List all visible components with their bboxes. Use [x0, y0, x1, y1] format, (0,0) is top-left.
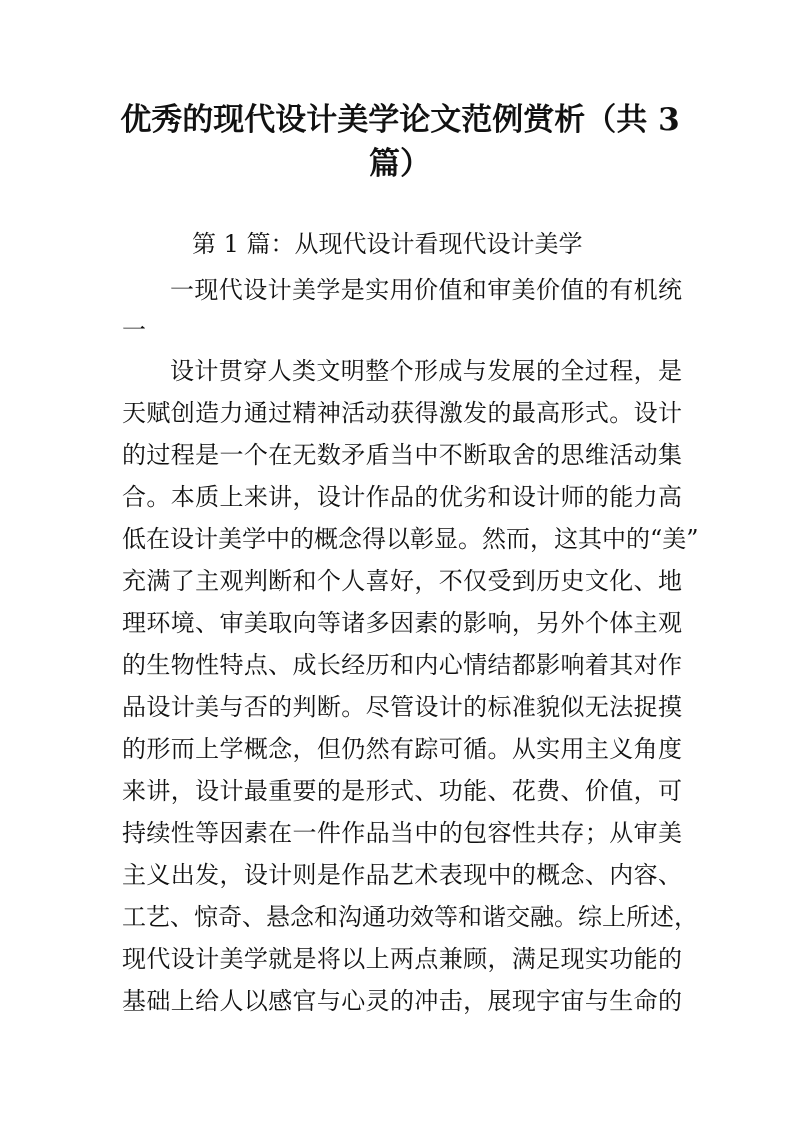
body-line: 的生物性特点、成长经历和内心情结都影响着其对作	[122, 651, 682, 679]
body-line: 工艺、惊奇、悬念和沟通功效等和谐交融。综上所述，	[122, 903, 698, 931]
body-line: 品设计美与否的判断。尽管设计的标准貌似无法捉摸	[122, 693, 682, 721]
body-line: 理环境、审美取向等诸多因素的影响，另外个体主观	[122, 609, 682, 637]
body-line: 设计贯穿人类文明整个形成与发展的全过程，是	[170, 357, 682, 385]
body-line: 的过程是一个在无数矛盾当中不断取舍的思维活动集	[122, 441, 682, 469]
body-line: 基础上给人以感官与心灵的冲击，展现宇宙与生命的	[122, 987, 682, 1015]
body-line: 现代设计美学就是将以上两点兼顾，满足现实功能的	[122, 945, 682, 973]
body-line: 低在设计美学中的概念得以彰显。然而，这其中的“美”	[122, 525, 699, 553]
chapter-subtitle: 第 1 篇：从现代设计看现代设计美学	[192, 230, 583, 258]
body-line: 持续性等因素在一件作品当中的包容性共存；从审美	[122, 819, 682, 847]
section-heading-line-1: 一现代设计美学是实用价值和审美价值的有机统	[170, 276, 682, 304]
section-heading-line-2: 一	[122, 316, 146, 344]
body-line: 的形而上学概念，但仍然有踪可循。从实用主义角度	[122, 735, 682, 763]
body-line: 来讲，设计最重要的是形式、功能、花费、价值，可	[122, 777, 682, 805]
body-line: 合。本质上来讲，设计作品的优劣和设计师的能力高	[122, 483, 682, 511]
body-line: 主义出发，设计则是作品艺术表现中的概念、内容、	[122, 861, 682, 889]
document-title-line-2: 篇）	[369, 146, 431, 182]
body-line: 天赋创造力通过精神活动获得激发的最高形式。设计	[122, 399, 682, 427]
body-line: 充满了主观判断和个人喜好，不仅受到历史文化、地	[122, 567, 682, 595]
document-title-line-1: 优秀的现代设计美学论文范例赏析（共 3	[120, 102, 680, 138]
